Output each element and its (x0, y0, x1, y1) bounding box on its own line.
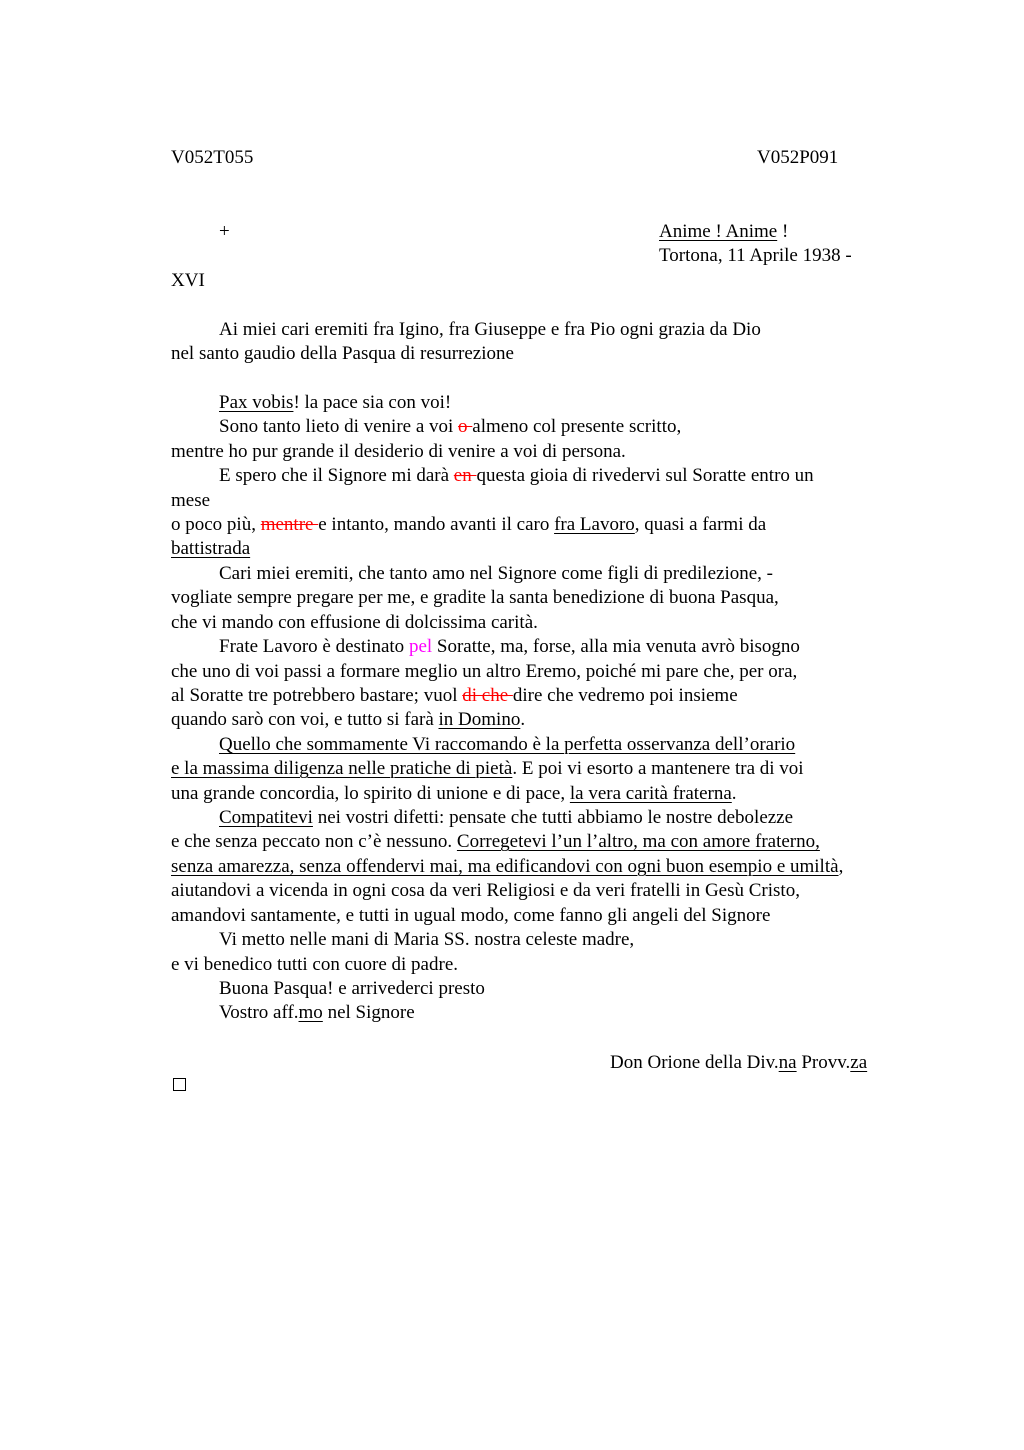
address-line: Ai miei cari eremiti fra Igino, fra Giuseppe e fra Pio ogni grazia da Dio (219, 319, 761, 340)
body-line: che uno di voi passi a formare meglio un altro Eremo, poiché mi pare che, per ora, (171, 661, 798, 682)
body-text: . E poi vi esorto a mantenere tra di voi (512, 758, 804, 779)
signature-abbrev: na (778, 1052, 797, 1073)
body-line: Buona Pasqua! e arrivederci presto (219, 978, 485, 999)
body-line (171, 708, 525, 732)
body-text: e intanto, mando avanti il caro (318, 514, 555, 535)
body-line: Cari miei eremiti, che tanto amo nel Signore come figli di predilezione, - (219, 563, 773, 584)
highlighted-text: pel (408, 636, 433, 657)
signature (610, 1051, 867, 1075)
body-line (219, 464, 814, 488)
body-line (219, 415, 681, 439)
motto-tail: ! (777, 221, 789, 242)
body-line: che vi mando con effusione di dolcissima carità. (171, 612, 538, 633)
body-line: amandovi santamente, e tutti in ugual modo, come fanno gli angeli del Signore (171, 905, 771, 926)
body-text: Soratte, ma, forse, alla mia venuta avrò bisogno (432, 636, 800, 657)
body-line (219, 635, 800, 659)
body-text: nel Signore (322, 1002, 415, 1023)
body-line: Quello che sommamente Vi raccomando è la perfetta osservanza dell’orario (219, 734, 796, 755)
signature-text: Don Orione della Div. (610, 1052, 779, 1073)
body-line (171, 757, 804, 781)
cross-symbol: + (219, 221, 230, 242)
year-numeral: XVI (171, 270, 205, 291)
body-line: aiutandovi a vicenda in ogni cosa da veri Religiosi e da veri fratelli in Gesù Cristo, (171, 880, 800, 901)
body-text: e che senza peccato non c’è nessuno. (171, 831, 457, 852)
body-line (219, 391, 451, 415)
body-text: ! la pace sia con voi! (293, 392, 452, 413)
deleted-text: o (458, 416, 473, 437)
body-line: vogliate sempre pregare per me, e gradite la santa benedizione di buona Pasqua, (171, 587, 779, 608)
document-code-right: V052P091 (757, 147, 839, 168)
motto (659, 220, 788, 244)
body-line (171, 684, 738, 708)
document-code-left: V052T055 (171, 147, 254, 168)
underlined-text: la vera carità fraterna (569, 783, 732, 804)
body-line (171, 855, 843, 879)
end-marker-box (173, 1078, 186, 1091)
motto-text: Anime ! Anime (659, 221, 778, 242)
body-line (171, 830, 820, 854)
body-text: E spero che il Signore mi darà (219, 465, 454, 486)
body-text: quando sarò con voi, e tutto si farà (171, 709, 439, 730)
body-line: mentre ho pur grande il desiderio di venire a voi di persona. (171, 441, 626, 462)
body-text: . (520, 709, 526, 730)
underlined-text: e la massima diligenza nelle pratiche di pietà (171, 758, 513, 779)
underlined-text: Corregetevi l’un l’altro, ma con amore fraterno, (456, 831, 820, 852)
body-text: almeno col presente scritto, (472, 416, 682, 437)
underlined-text: fra Lavoro (554, 514, 635, 535)
deleted-text: mentre (260, 514, 319, 535)
body-text: Vostro aff. (219, 1002, 299, 1023)
body-line: mese (171, 490, 211, 511)
body-text: , (838, 856, 844, 877)
place-date: Tortona, 11 Aprile 1938 - (659, 245, 852, 266)
body-line (171, 513, 766, 537)
body-text: Frate Lavoro è destinato (219, 636, 409, 657)
underlined-text: mo (298, 1002, 323, 1023)
body-text: nei vostri difetti: pensate che tutti abbiamo le nostre debolezze (312, 807, 794, 828)
pax-vobis: Pax vobis (219, 392, 294, 413)
body-text: questa gioia di rivedervi sul Soratte entro un (476, 465, 814, 486)
body-line (171, 782, 737, 806)
deleted-text: en (453, 465, 477, 486)
underlined-text: in Domino (438, 709, 521, 730)
deleted-text: di che (462, 685, 513, 706)
body-text: o poco più, (171, 514, 261, 535)
address-line: nel santo gaudio della Pasqua di resurrezione (171, 343, 514, 364)
body-line: e vi benedico tutti con cuore di padre. (171, 954, 459, 975)
signature-text: Provv. (796, 1052, 851, 1073)
body-line: battistrada (171, 538, 251, 559)
body-text: Sono tanto lieto di venire a voi (219, 416, 459, 437)
signature-abbrev: za (850, 1052, 868, 1073)
body-text: una grande concordia, lo spirito di unione e di pace, (171, 783, 570, 804)
body-line (219, 806, 793, 830)
body-text: , quasi a farmi da (634, 514, 767, 535)
body-text: al Soratte tre potrebbero bastare; vuol (171, 685, 463, 706)
body-text: dire che vedremo poi insieme (512, 685, 738, 706)
body-line: Vi metto nelle mani di Maria SS. nostra celeste madre, (219, 929, 635, 950)
underlined-text: senza amarezza, senza offendervi mai, ma edificandovi con ogni buon esempio e umiltà (171, 856, 839, 877)
closing-line (219, 1001, 415, 1025)
body-text: . (731, 783, 737, 804)
underlined-text: Compatitevi (219, 807, 313, 828)
